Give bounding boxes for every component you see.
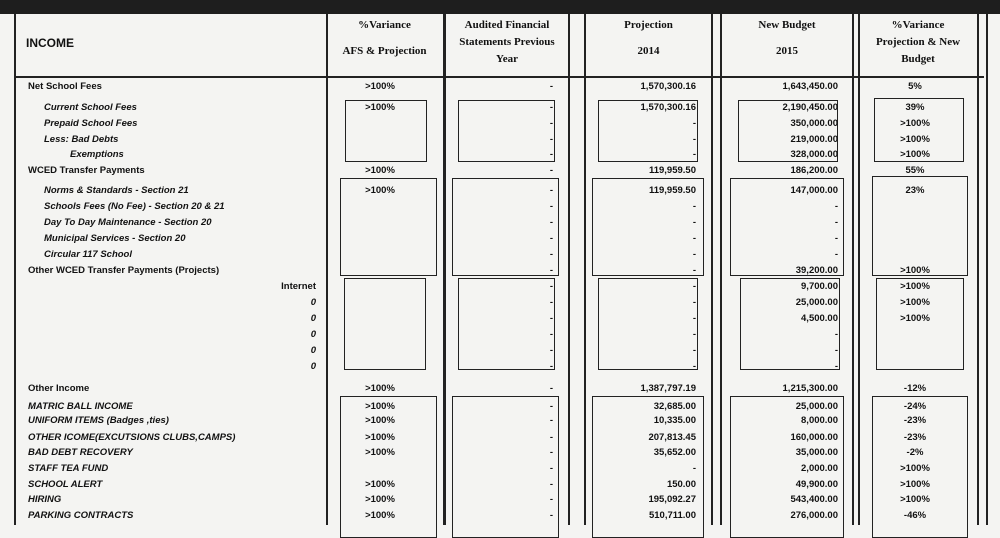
budget-cell: - — [834, 217, 838, 228]
audited-cell: - — [549, 233, 553, 244]
row-label: HIRING — [28, 494, 62, 505]
audited-cell: - — [549, 185, 553, 196]
budget-cell: 2,000.00 — [801, 463, 838, 474]
budget-cell: 186,200.00 — [790, 165, 838, 176]
projection-cell: - — [692, 463, 696, 474]
projection-cell: 510,711.00 — [648, 510, 696, 521]
projection-cell: - — [692, 217, 696, 228]
income-heading: INCOME — [26, 36, 74, 50]
projection-cell: 1,570,300.16 — [640, 102, 696, 113]
header-projection-line1: Projection — [624, 19, 673, 31]
variance-budget-cell: 39% — [905, 102, 925, 113]
audited-cell: - — [549, 510, 553, 521]
header-budget-line2: 2015 — [776, 45, 798, 57]
audited-cell: - — [549, 81, 553, 92]
projection-cell: - — [692, 149, 696, 160]
audited-cell: - — [549, 118, 553, 129]
budget-cell: - — [834, 233, 838, 244]
row-label: Less: Bad Debts — [44, 134, 119, 145]
budget-cell: 276,000.00 — [790, 510, 838, 521]
projection-cell: 32,685.00 — [653, 401, 696, 412]
projection-cell: - — [692, 118, 696, 129]
budget-cell: 4,500.00 — [801, 313, 838, 324]
scan-top-edge — [0, 0, 1000, 14]
variance-budget-cell: >100% — [900, 297, 930, 308]
audited-cell: - — [549, 479, 553, 490]
variance-afs-cell: >100% — [365, 383, 395, 394]
budget-cell: 35,000.00 — [795, 447, 838, 458]
audited-cell: - — [549, 447, 553, 458]
projection-cell: - — [692, 201, 696, 212]
row-label: 0 — [310, 329, 316, 340]
audited-cell: - — [549, 329, 553, 340]
budget-cell: - — [834, 361, 838, 372]
variance-budget-cell: 23% — [905, 185, 925, 196]
variance-budget-cell: -46% — [903, 510, 927, 521]
projection-cell: - — [692, 281, 696, 292]
variance-afs-cell: >100% — [365, 447, 395, 458]
budget-cell: 350,000.00 — [790, 118, 838, 129]
header-audited-line3: Year — [496, 53, 518, 65]
row-label: Norms & Standards - Section 21 — [44, 185, 189, 196]
budget-cell: 2,190,450.00 — [782, 102, 838, 113]
budget-cell: 160,000.00 — [790, 432, 838, 443]
variance-budget-cell: -24% — [903, 401, 927, 412]
audited-cell: - — [549, 249, 553, 260]
group-box-projects-var — [344, 278, 426, 370]
variance-afs-cell: >100% — [365, 401, 395, 412]
variance-budget-cell: -23% — [903, 415, 927, 426]
variance-budget-cell: -12% — [903, 383, 927, 394]
variance-budget-cell: 5% — [908, 81, 922, 92]
row-label: 0 — [310, 345, 316, 356]
projection-cell: 1,570,300.16 — [640, 81, 696, 92]
variance-afs-cell: >100% — [365, 494, 395, 505]
audited-cell: - — [549, 265, 553, 276]
variance-budget-cell: >100% — [900, 149, 930, 160]
variance-afs-cell: >100% — [365, 432, 395, 443]
row-label: 0 — [310, 313, 316, 324]
projection-cell: - — [692, 361, 696, 372]
projection-cell: 119,959.50 — [648, 185, 696, 196]
variance-afs-cell: >100% — [365, 479, 395, 490]
projection-cell: 207,813.45 — [648, 432, 696, 443]
audited-cell: - — [549, 281, 553, 292]
header-variance-budget-line2: Projection & New — [875, 36, 961, 48]
audited-cell: - — [549, 383, 553, 394]
header-divider — [16, 76, 984, 78]
audited-cell: - — [549, 494, 553, 505]
projection-cell: - — [692, 249, 696, 260]
row-label: 0 — [310, 361, 316, 372]
audited-cell: - — [549, 401, 553, 412]
budget-cell: 219,000.00 — [790, 134, 838, 145]
variance-budget-cell: >100% — [900, 134, 930, 145]
header-audited-line2: Statements Previous — [459, 36, 555, 48]
header-variance-afs-line2: AFS & Projection — [342, 45, 427, 57]
row-label: MATRIC BALL INCOME — [28, 401, 133, 412]
projection-cell: 119,959.50 — [648, 165, 696, 176]
row-label: Prepaid School Fees — [44, 118, 138, 129]
projection-cell: 35,652.00 — [653, 447, 696, 458]
projection-cell: 150.00 — [666, 479, 696, 490]
projection-cell: 1,387,797.19 — [640, 383, 696, 394]
budget-cell: 8,000.00 — [801, 415, 838, 426]
row-label: SCHOOL ALERT — [28, 479, 103, 490]
projection-cell: - — [692, 265, 696, 276]
projection-cell: 10,335.00 — [653, 415, 696, 426]
audited-cell: - — [549, 463, 553, 474]
variance-budget-cell: >100% — [900, 265, 930, 276]
audited-cell: - — [549, 361, 553, 372]
variance-budget-cell: >100% — [900, 463, 930, 474]
variance-afs-cell: >100% — [365, 102, 395, 113]
budget-cell: 25,000.00 — [795, 401, 838, 412]
audited-cell: - — [549, 201, 553, 212]
budget-cell: 25,000.00 — [795, 297, 838, 308]
budget-cell: - — [834, 249, 838, 260]
row-label: PARKING CONTRACTS — [28, 510, 134, 521]
budget-cell: 328,000.00 — [790, 149, 838, 160]
variance-afs-cell: >100% — [365, 510, 395, 521]
budget-cell: 147,000.00 — [790, 185, 838, 196]
projection-cell: 195,092.27 — [648, 494, 696, 505]
audited-cell: - — [549, 313, 553, 324]
budget-cell: 9,700.00 — [801, 281, 838, 292]
row-label: STAFF TEA FUND — [28, 463, 109, 474]
variance-budget-cell: >100% — [900, 479, 930, 490]
row-label: Exemptions — [70, 149, 124, 160]
projection-cell: - — [692, 233, 696, 244]
variance-budget-cell: >100% — [900, 313, 930, 324]
variance-afs-cell: >100% — [365, 185, 395, 196]
variance-afs-cell: >100% — [365, 415, 395, 426]
row-label: UNIFORM ITEMS (Badges ,ties) — [28, 415, 169, 426]
audited-cell: - — [549, 149, 553, 160]
audited-cell: - — [549, 134, 553, 145]
variance-budget-cell: >100% — [900, 494, 930, 505]
audited-cell: - — [549, 345, 553, 356]
row-label: Municipal Services - Section 20 — [44, 233, 186, 244]
budget-cell: 543,400.00 — [790, 494, 838, 505]
budget-cell: - — [834, 345, 838, 356]
budget-cell: 39,200.00 — [795, 265, 838, 276]
projection-cell: - — [692, 313, 696, 324]
row-label: Day To Day Maintenance - Section 20 — [44, 217, 212, 228]
variance-afs-cell: >100% — [365, 165, 395, 176]
budget-cell: 1,643,450.00 — [782, 81, 838, 92]
header-audited-line1: Audited Financial — [464, 19, 550, 31]
projection-cell: - — [692, 134, 696, 145]
variance-budget-cell: -2% — [906, 447, 924, 458]
header-variance-afs-line1: %Variance — [358, 19, 411, 31]
budget-cell: - — [834, 201, 838, 212]
budget-cell: 49,900.00 — [795, 479, 838, 490]
row-label: BAD DEBT RECOVERY — [28, 447, 133, 458]
audited-cell: - — [549, 415, 553, 426]
variance-budget-cell: >100% — [900, 281, 930, 292]
variance-afs-cell: >100% — [365, 81, 395, 92]
audited-cell: - — [549, 165, 553, 176]
row-label: WCED Transfer Payments — [28, 165, 145, 176]
row-label: Net School Fees — [28, 81, 102, 92]
header-projection-line2: 2014 — [637, 45, 660, 57]
variance-budget-cell: -23% — [903, 432, 927, 443]
variance-budget-cell: 55% — [905, 165, 925, 176]
row-label: Circular 117 School — [44, 249, 132, 260]
header-budget-line1: New Budget — [758, 19, 816, 31]
row-label: Internet — [281, 281, 316, 292]
budget-cell: 1,215,300.00 — [782, 383, 838, 394]
projection-cell: - — [692, 345, 696, 356]
audited-cell: - — [549, 217, 553, 228]
header-variance-budget-line1: %Variance — [891, 19, 945, 31]
row-label: Current School Fees — [44, 102, 137, 113]
row-label: 0 — [310, 297, 316, 308]
audited-cell: - — [549, 102, 553, 113]
audited-cell: - — [549, 432, 553, 443]
audited-cell: - — [549, 297, 553, 308]
row-label: Other Income — [28, 383, 90, 394]
variance-budget-cell: >100% — [900, 118, 930, 129]
projection-cell: - — [692, 297, 696, 308]
budget-cell: - — [834, 329, 838, 340]
header-variance-budget-line3: Budget — [901, 53, 935, 65]
row-label: Other WCED Transfer Payments (Projects) — [28, 265, 220, 276]
row-label: Schools Fees (No Fee) - Section 20 & 21 — [44, 201, 225, 212]
row-label: OTHER ICOME(EXCUTSIONS CLUBS,CAMPS) — [28, 432, 236, 443]
projection-cell: - — [692, 329, 696, 340]
